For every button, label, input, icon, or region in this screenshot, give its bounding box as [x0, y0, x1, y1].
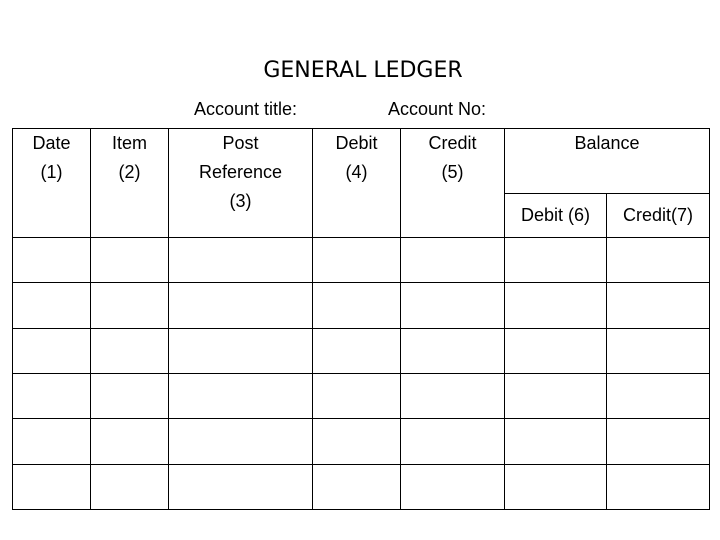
column-header-balance: Balance — [505, 129, 710, 194]
ledger-title: GENERAL LEDGER — [263, 58, 463, 83]
ledger-cell-post-reference[interactable] — [169, 237, 313, 282]
column-header-date-number: (1) — [40, 162, 63, 182]
ledger-cell-date[interactable] — [13, 464, 91, 509]
ledger-cell-date[interactable] — [13, 283, 91, 328]
ledger-row — [13, 328, 710, 373]
column-header-debit-number: (4) — [345, 162, 368, 182]
column-header-post-reference-number: (3) — [229, 191, 252, 211]
column-header-balance-credit: Credit(7) — [607, 193, 710, 237]
ledger-row — [13, 237, 710, 282]
ledger-cell-credit[interactable] — [401, 373, 505, 418]
ledger-cell-credit[interactable] — [401, 419, 505, 464]
ledger-cell-balance-debit[interactable] — [505, 283, 607, 328]
column-header-date — [13, 129, 91, 238]
column-header-credit-label: Credit — [428, 133, 477, 153]
ledger-row — [13, 283, 710, 328]
ledger-cell-debit[interactable] — [313, 373, 401, 418]
ledger-cell-balance-credit[interactable] — [607, 373, 710, 418]
ledger-cell-date[interactable] — [13, 237, 91, 282]
ledger-cell-item[interactable] — [91, 328, 169, 373]
ledger-table — [12, 128, 710, 510]
account-title-label: Account title: — [194, 99, 298, 119]
column-header-item — [91, 129, 169, 238]
column-header-reference-label: Reference — [198, 162, 283, 182]
ledger-cell-credit[interactable] — [401, 464, 505, 509]
ledger-cell-item[interactable] — [91, 373, 169, 418]
column-header-credit — [401, 129, 505, 238]
ledger-cell-balance-credit[interactable] — [607, 237, 710, 282]
account-no-label: Account No: — [388, 99, 487, 119]
ledger-cell-balance-debit[interactable] — [505, 464, 607, 509]
ledger-cell-credit[interactable] — [401, 328, 505, 373]
column-header-item-label: Item — [111, 133, 147, 153]
ledger-cell-post-reference[interactable] — [169, 373, 313, 418]
ledger-cell-debit[interactable] — [313, 464, 401, 509]
ledger-row — [13, 464, 710, 509]
column-header-credit-number: (5) — [441, 162, 464, 182]
column-header-item-number: (2) — [118, 162, 141, 182]
ledger-cell-balance-credit[interactable] — [607, 328, 710, 373]
column-header-debit-label: Debit — [335, 133, 378, 153]
ledger-cell-credit[interactable] — [401, 237, 505, 282]
ledger-cell-debit[interactable] — [313, 283, 401, 328]
ledger-row — [13, 373, 710, 418]
ledger-cell-debit[interactable] — [313, 237, 401, 282]
ledger-cell-post-reference[interactable] — [169, 328, 313, 373]
column-header-post-reference — [169, 129, 313, 238]
ledger-cell-date[interactable] — [13, 419, 91, 464]
ledger-cell-item[interactable] — [91, 464, 169, 509]
ledger-cell-item[interactable] — [91, 283, 169, 328]
ledger-cell-post-reference[interactable] — [169, 464, 313, 509]
column-header-debit — [313, 129, 401, 238]
column-header-post-label: Post — [222, 133, 259, 153]
ledger-cell-debit[interactable] — [313, 419, 401, 464]
ledger-cell-balance-credit[interactable] — [607, 464, 710, 509]
ledger-cell-balance-debit[interactable] — [505, 328, 607, 373]
ledger-cell-credit[interactable] — [401, 283, 505, 328]
column-header-date-label: Date — [32, 133, 71, 153]
ledger-cell-balance-credit[interactable] — [607, 419, 710, 464]
ledger-cell-balance-debit[interactable] — [505, 373, 607, 418]
ledger-cell-balance-credit[interactable] — [607, 283, 710, 328]
ledger-cell-post-reference[interactable] — [169, 419, 313, 464]
ledger-row — [13, 419, 710, 464]
header-row — [13, 129, 710, 194]
ledger-cell-item[interactable] — [91, 237, 169, 282]
column-header-balance-debit: Debit (6) — [505, 193, 607, 237]
ledger-cell-date[interactable] — [13, 373, 91, 418]
ledger-cell-item[interactable] — [91, 419, 169, 464]
ledger-cell-debit[interactable] — [313, 328, 401, 373]
ledger-cell-post-reference[interactable] — [169, 283, 313, 328]
ledger-cell-balance-debit[interactable] — [505, 237, 607, 282]
ledger-cell-balance-debit[interactable] — [505, 419, 607, 464]
ledger-cell-date[interactable] — [13, 328, 91, 373]
